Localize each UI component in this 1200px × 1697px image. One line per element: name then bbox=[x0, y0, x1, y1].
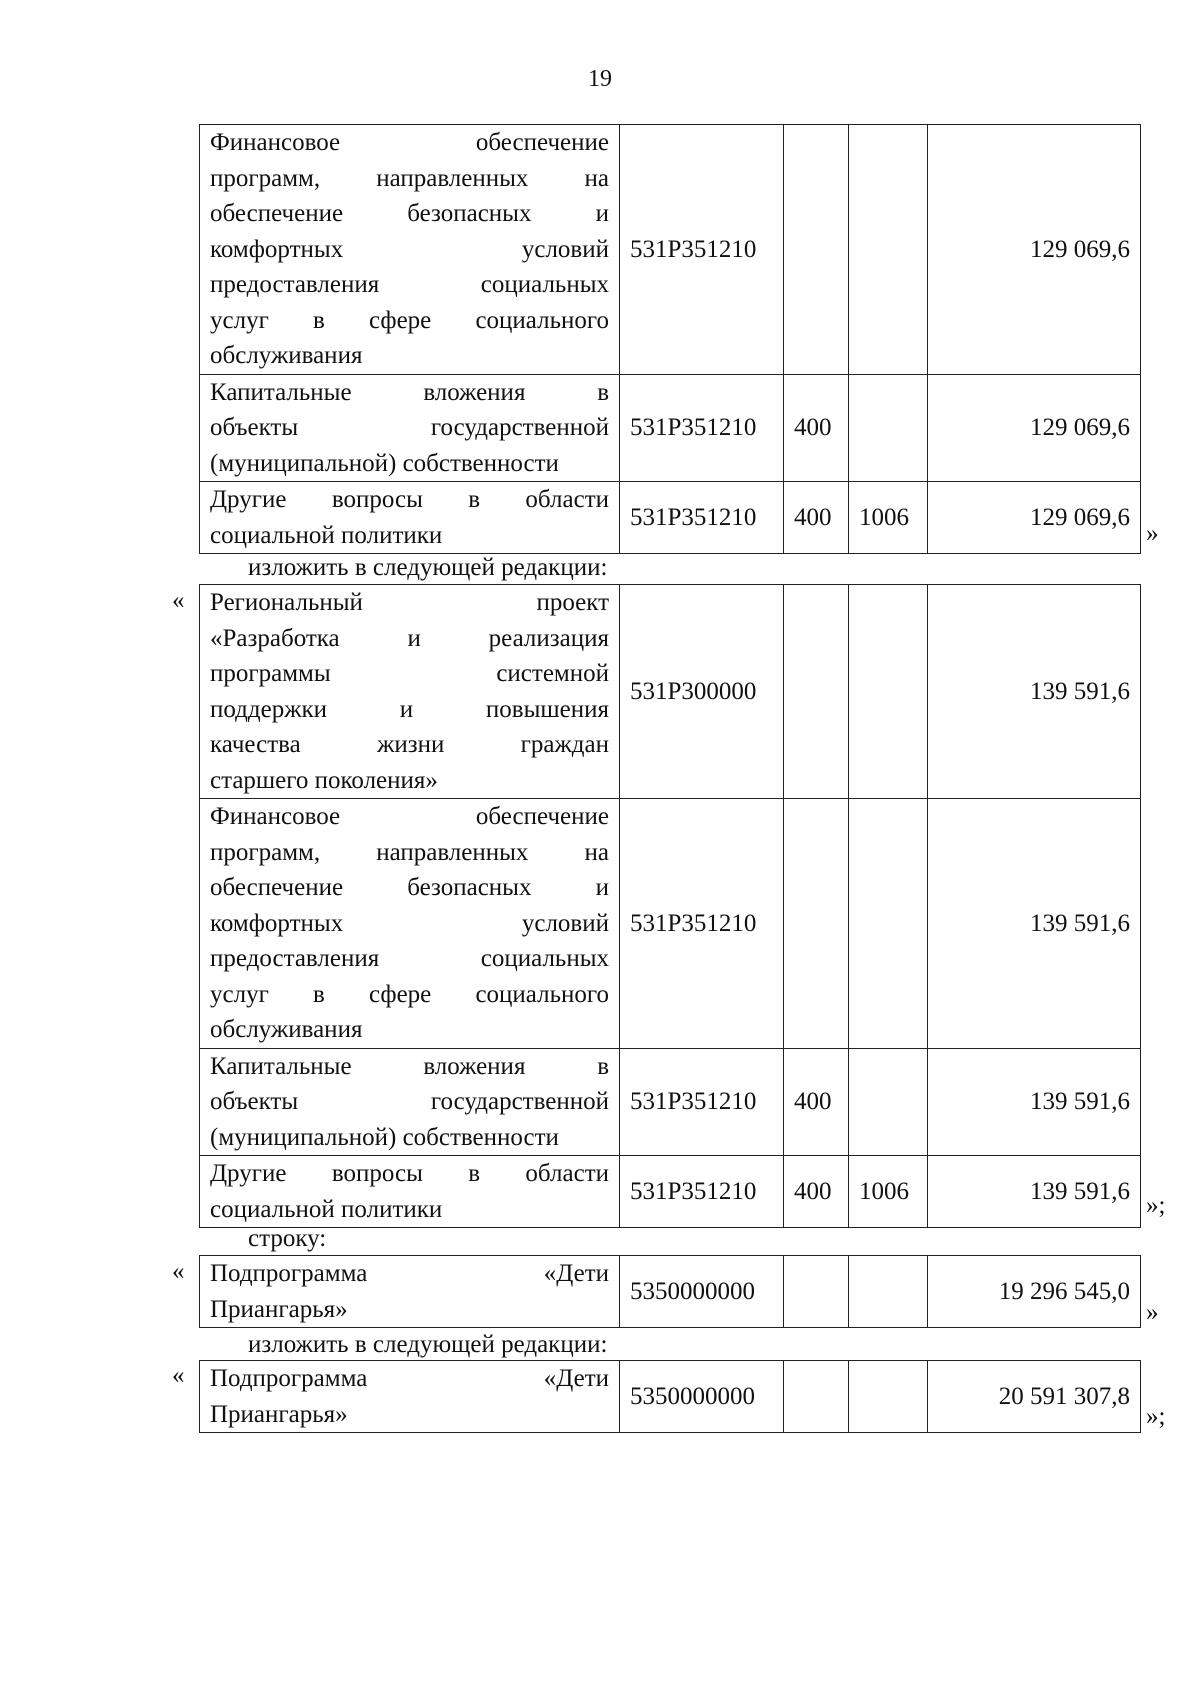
instruction-2: строку: bbox=[248, 1225, 327, 1252]
row-expense-type bbox=[784, 1256, 849, 1328]
row-description bbox=[200, 482, 620, 554]
opening-quote-2: « bbox=[172, 587, 185, 614]
description-line: предоставления социальных bbox=[210, 271, 609, 298]
description-line: старшего поколения» bbox=[210, 766, 438, 794]
row-expense-type bbox=[784, 1361, 849, 1433]
description-line: Подпрограмма «Дети bbox=[210, 1365, 609, 1392]
row-description bbox=[200, 1156, 620, 1228]
description-line: (муниципальной) собственности bbox=[210, 1123, 559, 1151]
row-description bbox=[200, 1361, 620, 1433]
row-description bbox=[200, 799, 620, 1049]
row-description bbox=[200, 1256, 620, 1328]
row-section bbox=[849, 1256, 928, 1328]
row-sum: 139 591,6 bbox=[928, 585, 1141, 799]
row-sum: 19 296 545,0 bbox=[928, 1256, 1141, 1328]
row-expense-type: 400 bbox=[784, 1048, 849, 1156]
table-row bbox=[200, 1256, 1141, 1328]
table-row bbox=[200, 1048, 1141, 1156]
table-row bbox=[200, 374, 1141, 482]
row-expense-type: 400 bbox=[784, 482, 849, 554]
description-line: Подпрограмма «Дети bbox=[210, 1260, 609, 1287]
row-code: 531Р351210 bbox=[620, 799, 784, 1049]
description-line: (муниципальной) собственности bbox=[210, 449, 559, 477]
description-line: Финансовое обеспечение bbox=[210, 803, 609, 830]
budget-table-1 bbox=[199, 124, 1141, 554]
description-line: Региональный проект bbox=[210, 589, 609, 616]
row-sum: 139 591,6 bbox=[928, 799, 1141, 1049]
description-line: комфортных условий bbox=[210, 909, 609, 937]
table-row bbox=[200, 1361, 1141, 1433]
row-section: 1006 bbox=[849, 482, 928, 554]
row-section bbox=[849, 799, 928, 1049]
description-line: программ, направленных на bbox=[210, 164, 609, 192]
row-description bbox=[200, 125, 620, 375]
description-line: поддержки и повышения bbox=[210, 695, 609, 723]
row-expense-type: 400 bbox=[784, 1156, 849, 1228]
row-expense-type bbox=[784, 585, 849, 799]
description-line: Капитальные вложения в bbox=[210, 1052, 609, 1080]
budget-table-4 bbox=[199, 1360, 1141, 1433]
row-section bbox=[849, 374, 928, 482]
row-expense-type: 400 bbox=[784, 374, 849, 482]
description-line: Приангарья» bbox=[210, 1295, 348, 1323]
closing-quote-2: »; bbox=[1146, 1192, 1166, 1219]
description-line: объекты государственной bbox=[210, 1088, 609, 1115]
description-line: социальной политики bbox=[210, 1195, 443, 1223]
description-line: качества жизни граждан bbox=[210, 731, 609, 758]
page-number: 19 bbox=[588, 66, 612, 92]
closing-quote-4: »; bbox=[1146, 1403, 1166, 1430]
opening-quote-3: « bbox=[172, 1258, 185, 1285]
description-line: обслуживания bbox=[210, 342, 363, 369]
row-sum: 129 069,6 bbox=[928, 482, 1141, 554]
row-code: 531Р351210 bbox=[620, 482, 784, 554]
table-row bbox=[200, 482, 1141, 554]
row-code: 5350000000 bbox=[620, 1361, 784, 1433]
description-line: услуг в сфере социального bbox=[210, 980, 609, 1008]
description-line: комфортных условий bbox=[210, 235, 609, 263]
description-line: социальной политики bbox=[210, 521, 443, 549]
row-description bbox=[200, 1048, 620, 1156]
row-code: 531Р351210 bbox=[620, 1156, 784, 1228]
row-section bbox=[849, 585, 928, 799]
description-line: «Разработка и реализация bbox=[210, 624, 609, 652]
row-sum: 139 591,6 bbox=[928, 1156, 1141, 1228]
row-section: 1006 bbox=[849, 1156, 928, 1228]
instruction-1: изложить в следующей редакции: bbox=[248, 554, 608, 581]
row-expense-type bbox=[784, 799, 849, 1049]
table-row bbox=[200, 1156, 1141, 1228]
description-line: программы системной bbox=[210, 660, 609, 687]
description-line: Другие вопросы в области bbox=[210, 1160, 609, 1187]
table-row bbox=[200, 799, 1141, 1049]
description-line: объекты государственной bbox=[210, 414, 609, 441]
instruction-3: изложить в следующей редакции: bbox=[248, 1331, 608, 1358]
description-line: Финансовое обеспечение bbox=[210, 129, 609, 156]
description-line: Другие вопросы в области bbox=[210, 486, 609, 513]
description-line: обслуживания bbox=[210, 1016, 363, 1043]
description-line: Приангарья» bbox=[210, 1400, 348, 1428]
row-code: 531Р351210 bbox=[620, 1048, 784, 1156]
budget-table-2 bbox=[199, 584, 1141, 1228]
description-line: услуг в сфере социального bbox=[210, 306, 609, 334]
row-section bbox=[849, 125, 928, 375]
table-row bbox=[200, 585, 1141, 799]
row-section bbox=[849, 1048, 928, 1156]
row-sum: 139 591,6 bbox=[928, 1048, 1141, 1156]
budget-table-3 bbox=[199, 1255, 1141, 1328]
opening-quote-4: « bbox=[172, 1362, 185, 1389]
description-line: предоставления социальных bbox=[210, 945, 609, 972]
row-code: 531Р351210 bbox=[620, 125, 784, 375]
row-sum: 20 591 307,8 bbox=[928, 1361, 1141, 1433]
row-code: 531Р351210 bbox=[620, 374, 784, 482]
closing-quote-3: » bbox=[1146, 1299, 1159, 1326]
description-line: программ, направленных на bbox=[210, 838, 609, 866]
row-sum: 129 069,6 bbox=[928, 125, 1141, 375]
row-code: 531Р300000 bbox=[620, 585, 784, 799]
row-description bbox=[200, 585, 620, 799]
description-line: обеспечение безопасных и bbox=[210, 200, 609, 227]
closing-quote-1: » bbox=[1146, 520, 1159, 547]
description-line: Капитальные вложения в bbox=[210, 378, 609, 406]
row-description bbox=[200, 374, 620, 482]
row-expense-type bbox=[784, 125, 849, 375]
row-sum: 129 069,6 bbox=[928, 374, 1141, 482]
table-row bbox=[200, 125, 1141, 375]
row-section bbox=[849, 1361, 928, 1433]
description-line: обеспечение безопасных и bbox=[210, 874, 609, 901]
row-code: 5350000000 bbox=[620, 1256, 784, 1328]
